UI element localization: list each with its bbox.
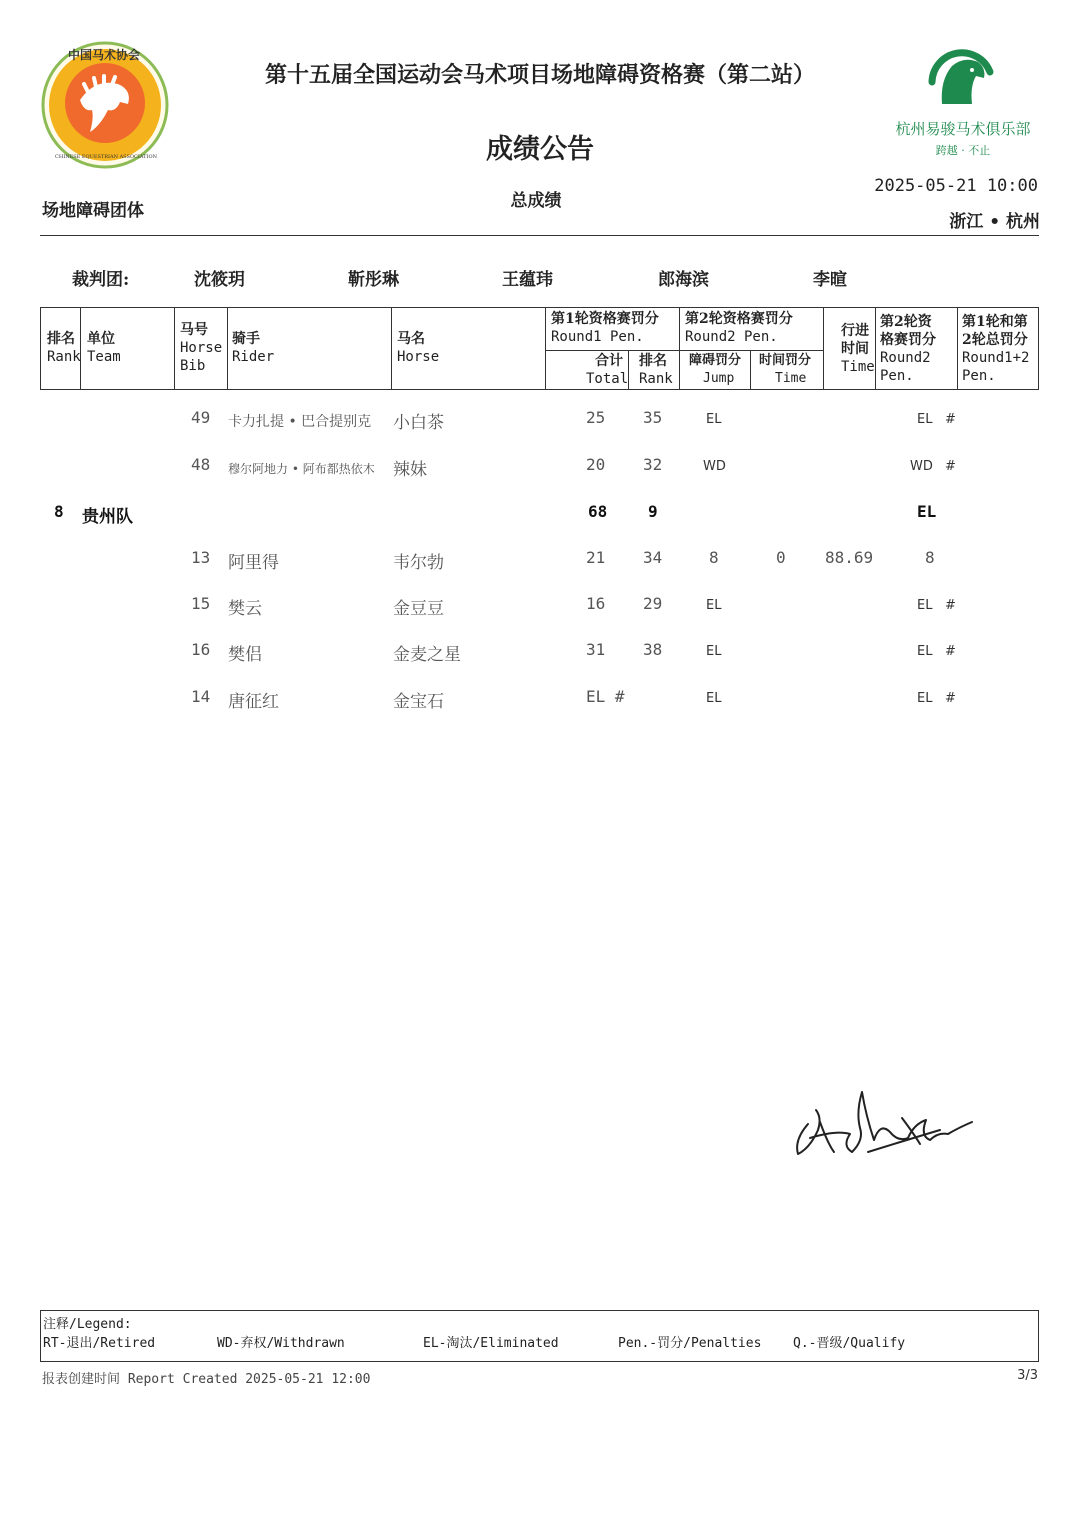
caa-logo-title: 中国马术协会: [68, 48, 141, 62]
club-horse-icon: [880, 42, 1040, 112]
page-subtitle: 成绩公告: [486, 134, 594, 165]
col-team-cn: 单位: [87, 331, 115, 347]
col-rank-en: Rank: [47, 349, 81, 365]
judge-name: 靳彤琳: [348, 270, 399, 290]
r2-jump-cell: WD: [703, 459, 726, 474]
col-round2-en: Round2 Pen.: [685, 329, 778, 345]
legend-item: WD-弃权/Withdrawn: [217, 1336, 345, 1351]
club-logo: [880, 42, 1040, 162]
team-r1-rank-cell: 9: [648, 502, 658, 521]
rider-cell: 穆尔阿地力 • 阿布都热依木: [228, 462, 375, 476]
r2-jump-cell: 8: [709, 548, 719, 567]
col-r2pen-cn2: 格赛罚分: [880, 332, 936, 348]
summary-label: 总成绩: [510, 191, 562, 211]
club-slogan: 跨越 · 不止: [935, 144, 991, 157]
col-bib-en: Horse: [180, 340, 223, 356]
total-cell: EL: [917, 691, 933, 706]
col-r1-total-en: Total: [586, 371, 629, 387]
header-divider: [40, 235, 1039, 236]
col-round1-en: Round1 Pen.: [551, 329, 644, 345]
col-time-cn2: 时间: [841, 341, 869, 357]
event-datetime: 2025-05-21 10:00: [874, 176, 1038, 196]
col-r2-time-en: Time: [775, 371, 807, 386]
rider-cell: 樊云: [228, 599, 262, 619]
signature: [780, 1082, 980, 1172]
total-cell: 8: [925, 548, 935, 567]
col-r2pen-en2: Pen.: [880, 368, 914, 384]
col-r1-rank-en: Rank: [639, 371, 673, 387]
event-name: 场地障碍团体: [42, 201, 144, 221]
col-horse-en: Horse: [397, 349, 440, 365]
table-row: [0, 408, 1080, 438]
legend-box: [40, 1310, 1039, 1362]
judge-name: 郎海滨: [658, 270, 709, 290]
r2-time-cell: 0: [776, 548, 786, 567]
col-rider-cn: 骑手: [232, 331, 260, 347]
col-r2-jump-en: Jump: [703, 371, 735, 386]
report-created: 报表创建时间 Report Created 2025-05-21 12:00: [42, 1372, 371, 1387]
total-cell: EL: [917, 598, 933, 613]
page-title: 第十五届全国运动会马术项目场地障碍资格赛（第二站）: [264, 62, 815, 88]
col-total-cn1: 第1轮和第: [962, 314, 1028, 330]
horse-cell: 金豆豆: [393, 599, 444, 619]
legend-item: RT-退出/Retired: [43, 1336, 156, 1351]
col-bib-cn: 马号: [180, 322, 208, 338]
bib-cell: 13: [191, 548, 211, 567]
legend-item: Pen.-罚分/Penalties: [618, 1336, 762, 1351]
r1-total-cell: 25: [586, 408, 606, 427]
col-total-cn2: 2轮总罚分: [962, 332, 1028, 348]
r2-jump-cell: EL: [706, 598, 722, 613]
horse-cell: 辣妹: [393, 460, 427, 480]
col-rank-cn: 排名: [47, 331, 75, 347]
time-cell: 88.69: [825, 548, 874, 567]
total-cell: WD: [910, 459, 933, 474]
judge-name: 王蕴玮: [502, 270, 553, 290]
col-r2pen-en1: Round2: [880, 350, 931, 366]
page-number: 3/3: [1017, 1368, 1038, 1383]
bib-cell: 14: [191, 687, 211, 706]
event-location: 浙江 • 杭州: [949, 212, 1040, 232]
r1-total-cell: EL #: [586, 687, 625, 706]
table-row: [0, 548, 1080, 578]
total-cell: EL: [917, 412, 933, 427]
mark-cell: #: [945, 691, 956, 706]
rider-cell: 阿里得: [228, 553, 279, 573]
col-round1-cn: 第1轮资格赛罚分: [551, 311, 659, 327]
judge-name: 沈筱玥: [194, 270, 245, 290]
col-r1-rank-cn: 排名: [639, 353, 667, 369]
table-header: [40, 307, 1039, 390]
table-row: [0, 594, 1080, 624]
bib-cell: 49: [191, 408, 211, 427]
team-rank-cell: 8: [54, 502, 64, 521]
mark-cell: #: [945, 598, 956, 613]
horse-cell: 金宝石: [393, 692, 444, 712]
rider-cell: 唐征红: [228, 692, 279, 712]
r2-jump-cell: EL: [706, 412, 722, 427]
table-row: [0, 687, 1080, 717]
col-time-en: Time: [841, 359, 875, 375]
rider-cell: 卡力扎提 • 巴合提别克: [228, 414, 372, 430]
r1-rank-cell: 32: [643, 455, 663, 474]
col-r2-jump-cn: 障碍罚分: [689, 353, 742, 368]
horse-cell: 韦尔勃: [393, 553, 444, 573]
mark-cell: #: [945, 412, 956, 427]
col-total-en1: Round1+2: [962, 350, 1030, 366]
horse-cell: 金麦之星: [393, 645, 461, 665]
mark-cell: #: [945, 459, 956, 474]
legend-item: EL-淘汰/Eliminated: [423, 1336, 559, 1351]
r1-rank-cell: 38: [643, 640, 663, 659]
legend-item: Q.-晋级/Qualify: [793, 1336, 906, 1351]
bib-cell: 16: [191, 640, 211, 659]
col-team-en: Team: [87, 349, 121, 365]
team-total-cell: EL: [917, 502, 937, 521]
team-name-cell: 贵州队: [82, 507, 133, 527]
col-r2pen-cn1: 第2轮资: [880, 314, 932, 330]
r1-total-cell: 20: [586, 455, 606, 474]
col-r1-total-cn: 合计: [595, 353, 623, 369]
club-name: 杭州易骏马术俱乐部: [895, 120, 1031, 138]
col-bib-en2: Bib: [180, 358, 206, 374]
legend-title: 注释/Legend:: [43, 1317, 132, 1332]
team-r1-total-cell: 68: [588, 502, 608, 521]
r1-total-cell: 31: [586, 640, 606, 659]
bib-cell: 15: [191, 594, 211, 613]
r1-rank-cell: 29: [643, 594, 663, 613]
col-horse-cn: 马名: [397, 331, 425, 347]
r1-rank-cell: 34: [643, 548, 663, 567]
col-time-cn1: 行进: [841, 323, 869, 339]
r2-jump-cell: EL: [706, 644, 722, 659]
table-row: [0, 455, 1080, 485]
judge-name: 李暄: [813, 270, 847, 290]
caa-logo-subtitle: CHINESE EQUESTRIAN ASSOCIATION: [55, 154, 157, 160]
r1-rank-cell: 35: [643, 408, 663, 427]
col-total-en2: Pen.: [962, 368, 996, 384]
horse-cell: 小白茶: [393, 413, 444, 433]
rider-cell: 樊侣: [228, 645, 262, 665]
r1-total-cell: 21: [586, 548, 606, 567]
team-row: [0, 502, 1080, 532]
table-row: [0, 640, 1080, 670]
r1-total-cell: 16: [586, 594, 606, 613]
col-round2-cn: 第2轮资格赛罚分: [685, 311, 793, 327]
mark-cell: #: [945, 644, 956, 659]
col-r2-time-cn: 时间罚分: [759, 353, 812, 368]
bib-cell: 48: [191, 455, 211, 474]
judges-label: 裁判团:: [72, 270, 130, 290]
r2-jump-cell: EL: [706, 691, 722, 706]
total-cell: EL: [917, 644, 933, 659]
col-rider-en: Rider: [232, 349, 275, 365]
